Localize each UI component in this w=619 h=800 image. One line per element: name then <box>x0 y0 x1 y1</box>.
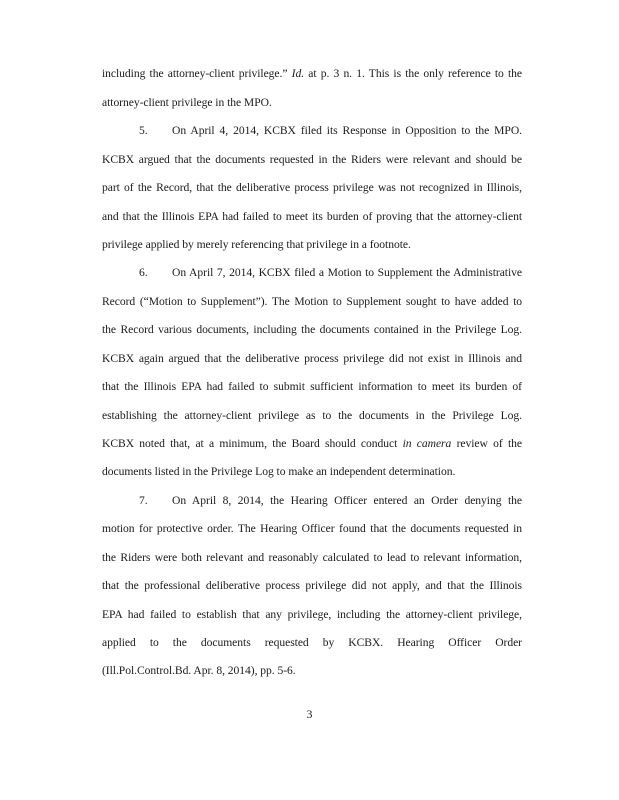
text-segment: KCBX noted that, at a minimum, the Board should conduct <box>102 437 403 450</box>
italic-text: Id. <box>291 67 305 80</box>
text-line <box>102 608 522 622</box>
text-segment: at p. 3 n. 1. This is the only reference to the <box>304 67 522 80</box>
text-segment: motion for protective order. The Hearing Officer found that the documents requested in <box>102 522 522 535</box>
text-segment: EPA had failed to establish that any privilege, including the attorney-client privilege, <box>102 608 522 621</box>
text-line <box>102 153 522 167</box>
text-segment: privilege applied by merely referencing that privilege in a footnote. <box>102 238 411 251</box>
text-line <box>102 67 522 81</box>
text-line <box>102 664 522 678</box>
text-segment: review of the <box>451 437 522 450</box>
text-segment: Record (“Motion to Supplement”). The Motion to Supplement sought to have added to <box>102 295 522 308</box>
text-line <box>102 465 522 479</box>
text-line <box>102 295 522 309</box>
text-line <box>102 124 522 138</box>
text-segment: part of the Record, that the deliberative process privilege was not recognized in Illinois, <box>102 181 522 194</box>
text-segment: On April 8, 2014, the Hearing Officer entered an Order denying the <box>172 494 522 507</box>
text-segment: On April 4, 2014, KCBX filed its Response in Opposition to the MPO. <box>172 124 522 137</box>
text-segment: including the attorney-client privilege.” <box>102 67 292 80</box>
text-segment: documents listed in the Privilege Log to make an independent determination. <box>102 465 456 478</box>
text-line <box>102 579 522 593</box>
text-segment: the Riders were both relevant and reasonably calculated to lead to relevant information, <box>102 551 522 564</box>
paragraph-number: 7. <box>139 494 148 507</box>
paragraph-number: 5. <box>139 124 148 137</box>
text-segment: attorney-client privilege in the MPO. <box>102 96 272 109</box>
text-line <box>102 437 522 451</box>
text-segment: On April 7, 2014, KCBX filed a Motion to Supplement the Administrative <box>172 266 522 279</box>
page-number: 3 <box>306 708 313 721</box>
italic-text: in camera <box>402 437 452 450</box>
text-line <box>102 96 522 110</box>
text-line <box>102 238 522 252</box>
text-line <box>102 323 522 337</box>
text-line <box>102 352 522 366</box>
text-line <box>102 181 522 195</box>
text-segment: applied to the documents requested by KCBX. Hearing Officer Order <box>102 636 522 649</box>
text-segment: establishing the attorney-client privilege as to the documents in the Privilege Log. <box>102 409 522 422</box>
text-segment: and that the Illinois EPA had failed to meet its burden of proving that the attorney-client <box>102 210 522 223</box>
text-segment: (Ill.Pol.Control.Bd. Apr. 8, 2014), pp. 5-6. <box>102 664 296 677</box>
text-line <box>102 210 522 224</box>
text-line <box>102 636 522 650</box>
text-line <box>102 494 522 508</box>
text-segment: KCBX argued that the documents requested in the Riders were relevant and should be <box>102 153 522 166</box>
text-line <box>102 266 522 280</box>
text-segment: the Record various documents, including the documents contained in the Privilege Log. <box>102 323 522 336</box>
text-line <box>102 380 522 394</box>
text-line <box>102 551 522 565</box>
text-line <box>102 522 522 536</box>
text-segment: KCBX again argued that the deliberative process privilege did not exist in Illinois and <box>102 352 522 365</box>
text-line <box>102 409 522 423</box>
paragraph-number: 6. <box>139 266 148 279</box>
text-segment: that the Illinois EPA had failed to submit sufficient information to meet its burden of <box>102 380 522 393</box>
text-segment: that the professional deliberative process privilege did not apply, and that the Illinois <box>102 579 522 592</box>
